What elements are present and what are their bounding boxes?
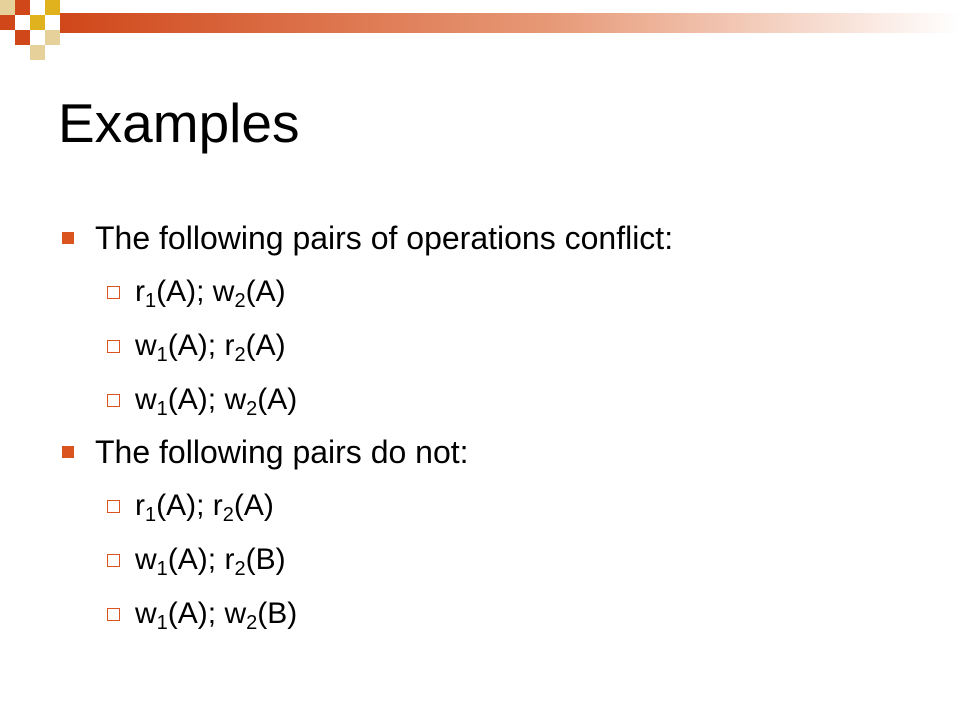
operation-text: (A) — [245, 329, 286, 362]
bullet-square-icon — [62, 232, 74, 244]
operation-pair — [135, 326, 286, 366]
bullet-square-icon — [62, 446, 74, 458]
bullet-heading: The following pairs of operations conflict: — [95, 220, 674, 256]
operation-text: r — [135, 489, 145, 522]
operation-pair — [135, 380, 297, 420]
operation-text: (B) — [257, 597, 298, 630]
operation-pair — [135, 540, 286, 580]
operation-text: (A); — [156, 275, 213, 308]
hollow-square-bullet-icon — [107, 554, 120, 567]
operation-text: r — [212, 489, 223, 522]
operation-text: (B) — [245, 543, 286, 576]
operation-text: r — [224, 543, 235, 576]
transaction-subscript: 2 — [246, 398, 258, 420]
operation-pair — [135, 594, 297, 634]
transaction-subscript: 1 — [145, 504, 157, 526]
operation-pair — [135, 486, 274, 526]
operation-text: (A) — [257, 383, 298, 416]
transaction-subscript: 2 — [246, 612, 258, 634]
transaction-subscript: 1 — [156, 398, 168, 420]
operation-text: r — [135, 275, 145, 308]
operation-text: w — [224, 383, 247, 416]
operation-text: (A); — [167, 329, 225, 362]
operation-text: w — [212, 275, 235, 308]
slide-title: Examples — [58, 92, 300, 154]
transaction-subscript: 2 — [234, 344, 246, 366]
hollow-square-bullet-icon — [107, 500, 120, 513]
transaction-subscript: 1 — [156, 612, 168, 634]
hollow-square-bullet-icon — [107, 286, 120, 299]
operation-text: (A); — [167, 597, 225, 630]
transaction-subscript: 2 — [222, 504, 234, 526]
bullet-heading: The following pairs do not: — [95, 434, 469, 470]
transaction-subscript: 1 — [156, 344, 168, 366]
hollow-square-bullet-icon — [107, 340, 120, 353]
transaction-subscript: 2 — [234, 558, 246, 580]
operation-pair — [135, 272, 286, 312]
operation-text: (A) — [245, 275, 286, 308]
operation-text: (A); — [167, 383, 225, 416]
operation-text: w — [224, 597, 247, 630]
operation-text: w — [135, 597, 157, 630]
transaction-subscript: 1 — [145, 290, 157, 312]
operation-text: r — [224, 329, 235, 362]
operation-text: w — [135, 383, 157, 416]
transaction-subscript: 1 — [156, 558, 168, 580]
operation-text: (A); — [167, 543, 225, 576]
transaction-subscript: 2 — [234, 290, 246, 312]
operation-text: (A); — [156, 489, 213, 522]
hollow-square-bullet-icon — [107, 394, 120, 407]
operation-text: w — [135, 543, 157, 576]
operation-text: (A) — [233, 489, 274, 522]
operation-text: w — [135, 329, 157, 362]
hollow-square-bullet-icon — [107, 608, 120, 621]
